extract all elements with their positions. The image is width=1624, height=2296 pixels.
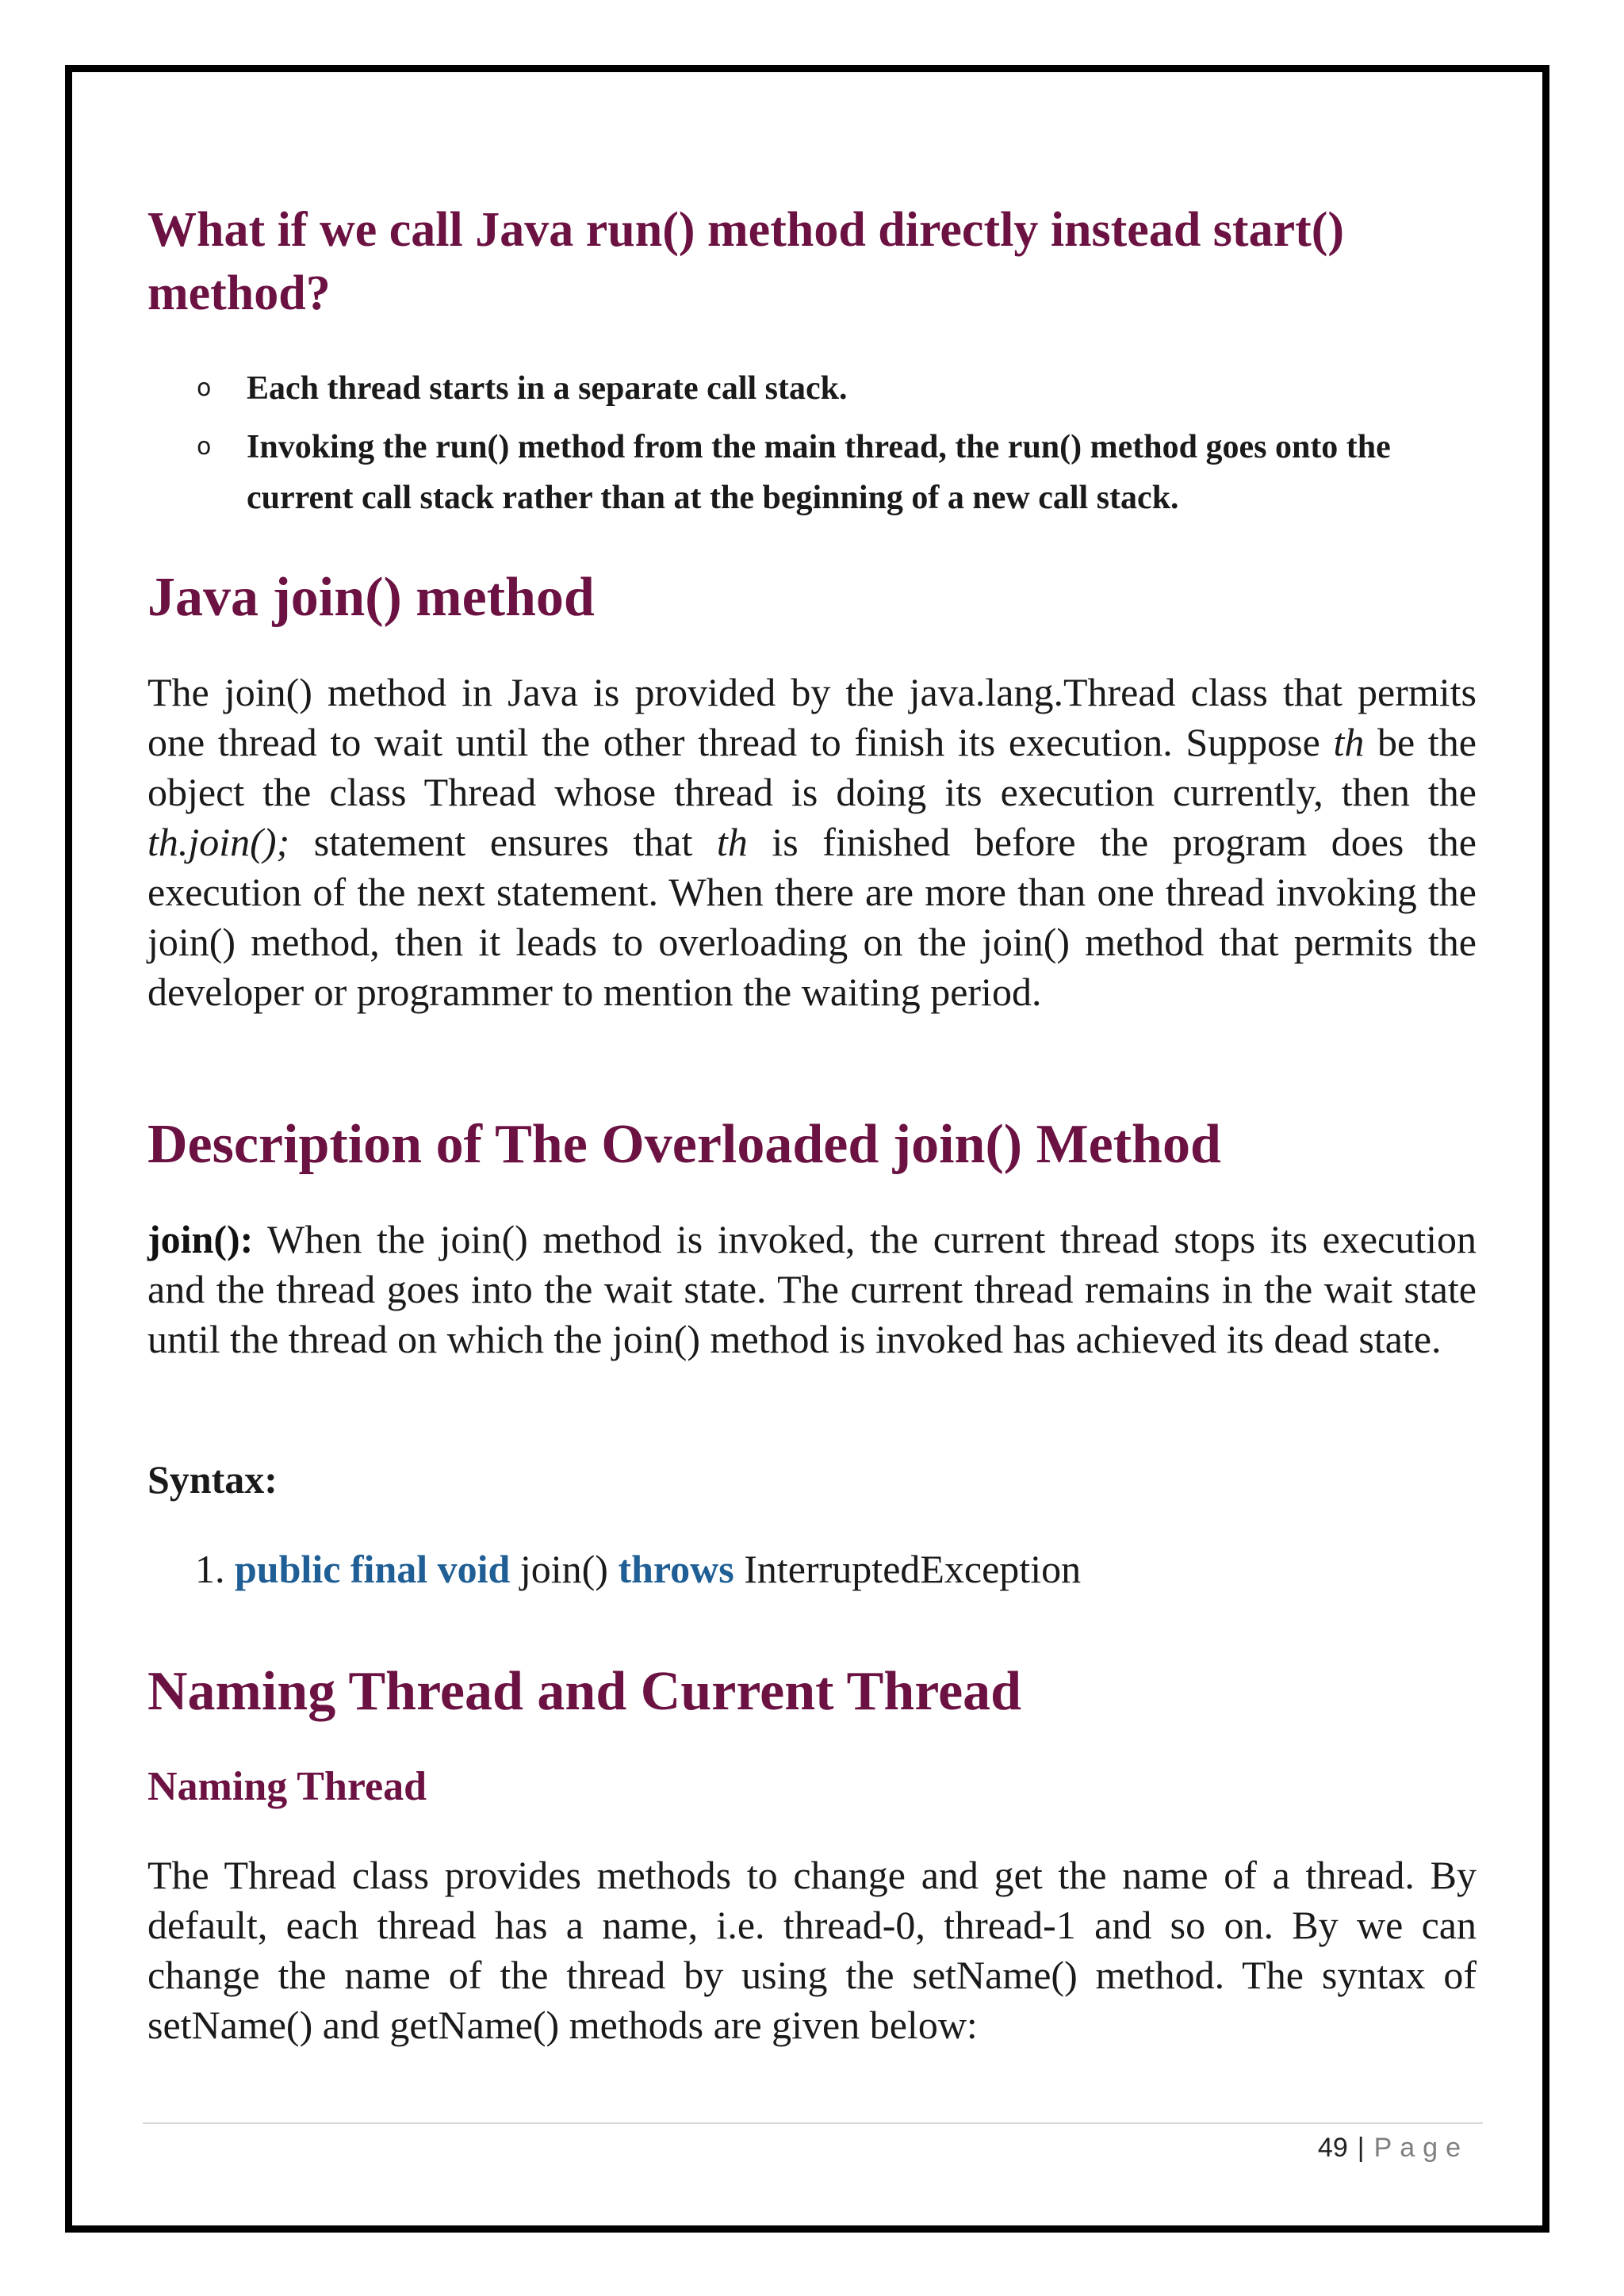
code-line [195, 1544, 1081, 1594]
paragraph-emphasis: th.join(); [147, 820, 290, 864]
list-item [147, 422, 1477, 523]
footer-separator: | [1357, 2133, 1365, 2163]
code-line-number: 1. [195, 1547, 225, 1591]
footer-divider [143, 2122, 1483, 2124]
paragraph-text: When the join() method is invoked, the current thread stops its execution and the thread goes into the wait state. The current thread remains in the wait state until the thread on which the join() method is invoked has achieved its dead state. [147, 1217, 1477, 1361]
section-heading-run-method: What if we call Java run() method directly instead start() method? [147, 203, 1345, 320]
join-method-paragraph [147, 668, 1477, 1017]
naming-thread-paragraph: The Thread class provides methods to change and get the name of a thread. By default, each thread has a name, i.e. thread-0, thread-1 and so on. By we can change the name of the thread by using the setName() method. The syntax of setName() and getName() methods are given below: [147, 1853, 1477, 2047]
bullet-circle-icon: o [197, 433, 212, 461]
paragraph-text: be the object the class Thread whose thread is doing its execution currently, then the [147, 720, 1477, 814]
bullet-circle-icon: o [197, 374, 212, 402]
subheading-naming-thread: Naming Thread [147, 1764, 427, 1809]
list-item-text: Each thread starts in a separate call stack. [247, 370, 848, 407]
syntax-label: Syntax: [147, 1457, 278, 1502]
paragraph-emphasis: th [1333, 720, 1365, 764]
list-item [147, 363, 1477, 414]
code-keyword: throws [618, 1547, 734, 1591]
bullet-list [147, 363, 1477, 531]
code-keyword: public final void [235, 1547, 511, 1591]
overloaded-join-paragraph [147, 1215, 1477, 1364]
paragraph-text: The join() method in Java is provided by the java.lang.Thread class that permits one thread to wait until the other thread to finish its execution. Suppose [147, 670, 1477, 764]
page-number: 49 [1317, 2133, 1348, 2163]
section-heading-join-method: Java join() method [147, 567, 595, 628]
code-text: InterruptedException [733, 1547, 1082, 1591]
section-heading-overloaded-join: Description of The Overloaded join() Method [147, 1114, 1221, 1175]
list-item-text: Invoking the run() method from the main thread, the run() method goes onto the current call stack rather than at the beginning of a new call stack. [247, 429, 1391, 516]
paragraph-text: is finished before the program does the execution of the next statement. When there are more than one thread invoking the join() method, then it leads to overloading on the join() method that permits the developer or programmer to mention the waiting period. [147, 820, 1477, 1014]
code-text: join() [510, 1547, 619, 1591]
paragraph-emphasis: th [716, 820, 748, 864]
section-heading-naming-thread: Naming Thread and Current Thread [147, 1661, 1022, 1722]
paragraph-text: statement ensures that [289, 820, 717, 864]
paragraph-lead: join(): [147, 1217, 254, 1261]
page-footer [1318, 2129, 1469, 2167]
page-label: Page [1373, 2133, 1469, 2163]
